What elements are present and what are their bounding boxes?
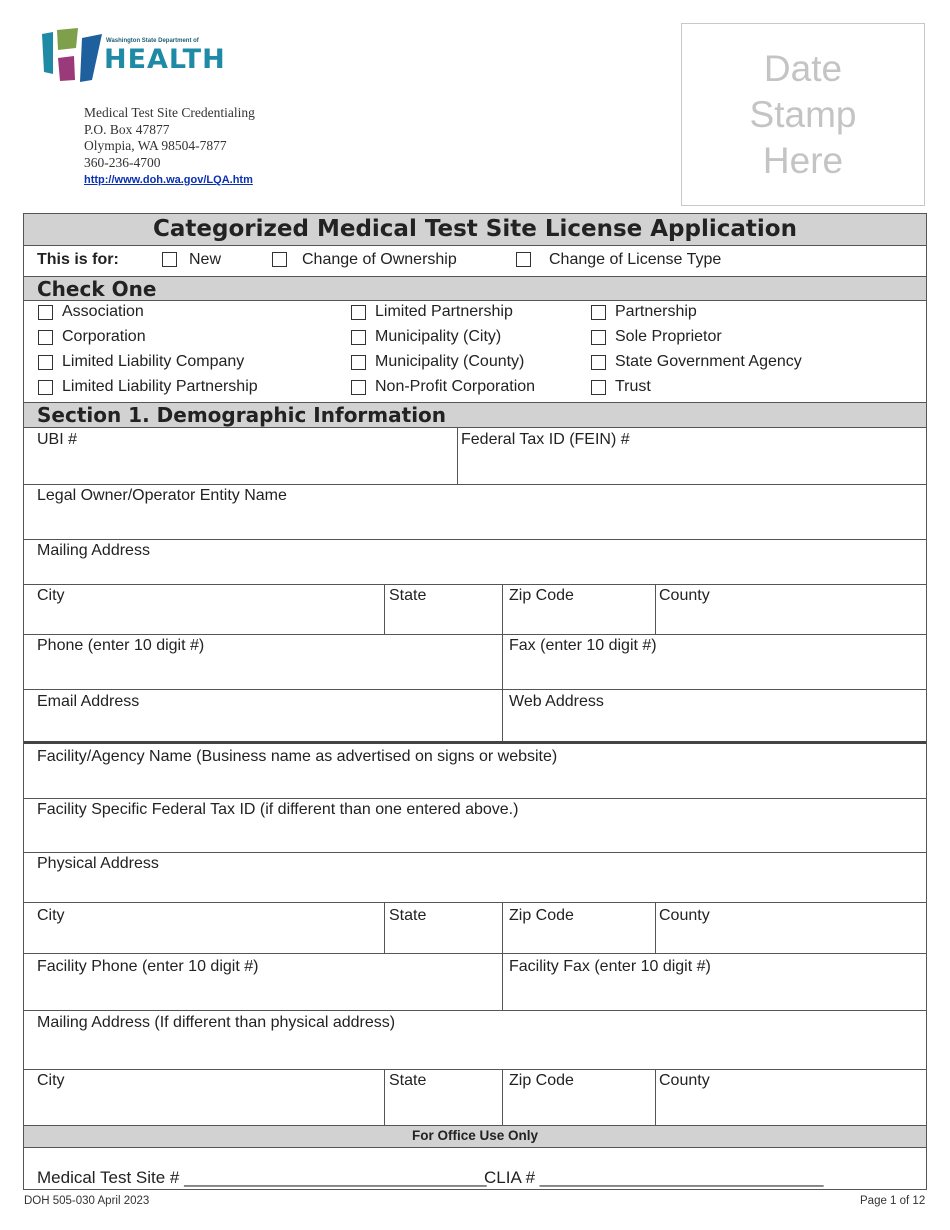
change-of-ownership-label: Change of Ownership bbox=[302, 251, 457, 268]
legal-owner-field[interactable]: Legal Owner/Operator Entity Name bbox=[37, 487, 287, 504]
address-line: Medical Test Site Credentialing bbox=[84, 105, 255, 120]
mailing-city-field[interactable]: City bbox=[37, 1072, 65, 1089]
website-link[interactable]: http://www.doh.wa.gov/LQA.htm bbox=[84, 174, 253, 186]
mailing-zip-field[interactable]: Zip Code bbox=[509, 1072, 574, 1089]
fein-field[interactable]: Federal Tax ID (FEIN) # bbox=[461, 431, 630, 448]
facility-state-field[interactable]: State bbox=[389, 907, 427, 924]
mailing-if-different-field[interactable]: Mailing Address (If different than physical address) bbox=[37, 1014, 396, 1031]
state-field[interactable]: State bbox=[389, 587, 427, 604]
llc-checkbox[interactable] bbox=[38, 355, 53, 370]
mailing-state-field[interactable]: State bbox=[389, 1072, 427, 1089]
office-use-heading: For Office Use Only bbox=[411, 1128, 539, 1143]
mailing-address-block bbox=[84, 105, 255, 189]
address-line: P.O. Box 47877 bbox=[84, 121, 170, 137]
phone-field[interactable]: Phone (enter 10 digit #) bbox=[37, 637, 205, 654]
non-profit-checkbox[interactable] bbox=[351, 380, 366, 395]
ubi-field[interactable]: UBI # bbox=[37, 431, 78, 448]
mailing-address-field[interactable]: Mailing Address bbox=[37, 542, 150, 559]
address-line: Olympia, WA 98504-7877 bbox=[84, 138, 227, 153]
check-one-heading: Check One bbox=[37, 277, 157, 301]
page-number: Page 1 of 12 bbox=[860, 1195, 926, 1207]
email-field[interactable]: Email Address bbox=[37, 693, 140, 710]
this-is-for-label: This is for: bbox=[37, 251, 119, 268]
facility-phone-field[interactable]: Facility Phone (enter 10 digit #) bbox=[37, 958, 259, 975]
change-of-ownership-checkbox[interactable] bbox=[272, 252, 287, 267]
facility-city-field[interactable]: City bbox=[37, 907, 65, 924]
option-label: Association bbox=[62, 303, 144, 320]
municipality-city-checkbox[interactable] bbox=[351, 330, 366, 345]
medical-test-site-number: Medical Test Site # ________________________________ bbox=[37, 1168, 487, 1187]
llp-checkbox[interactable] bbox=[38, 380, 53, 395]
partnership-checkbox[interactable] bbox=[591, 305, 606, 320]
municipality-county-checkbox[interactable] bbox=[351, 355, 366, 370]
option-label: State Government Agency bbox=[615, 353, 802, 370]
option-label: Partnership bbox=[615, 303, 697, 320]
new-checkbox[interactable] bbox=[162, 252, 177, 267]
section1-heading: Section 1. Demographic Information bbox=[37, 403, 447, 427]
facility-zip-field[interactable]: Zip Code bbox=[509, 907, 574, 924]
option-label: Non-Profit Corporation bbox=[375, 378, 536, 395]
change-of-license-type-checkbox[interactable] bbox=[516, 252, 531, 267]
address-line: 360-236-4700 bbox=[84, 154, 161, 170]
application-form bbox=[23, 213, 927, 1190]
check-one-band bbox=[24, 276, 926, 301]
logo-wordmark: HEALTH bbox=[104, 44, 226, 75]
state-agency-checkbox[interactable] bbox=[591, 355, 606, 370]
option-label: Sole Proprietor bbox=[615, 328, 722, 345]
county-field[interactable]: County bbox=[659, 587, 710, 604]
corporation-checkbox[interactable] bbox=[38, 330, 53, 345]
option-label: Limited Partnership bbox=[375, 303, 513, 320]
clia-number: CLIA # ______________________________ bbox=[484, 1168, 824, 1187]
option-label: Limited Liability Company bbox=[62, 353, 245, 370]
form-title: Categorized Medical Test Site License Application bbox=[153, 216, 797, 242]
mailing-county-field[interactable]: County bbox=[659, 1072, 710, 1089]
option-label: Trust bbox=[615, 378, 651, 395]
stamp-text: Here bbox=[762, 139, 844, 181]
trust-checkbox[interactable] bbox=[591, 380, 606, 395]
change-of-license-type-label: Change of License Type bbox=[549, 251, 722, 268]
physical-address-field[interactable]: Physical Address bbox=[37, 855, 159, 872]
option-label: Limited Liability Partnership bbox=[62, 378, 258, 395]
option-label: Corporation bbox=[62, 328, 146, 345]
zip-field[interactable]: Zip Code bbox=[509, 587, 574, 604]
facility-name-field[interactable]: Facility/Agency Name (Business name as advertised on signs or website) bbox=[37, 748, 558, 765]
new-option-label: New bbox=[189, 251, 222, 268]
facility-fax-field[interactable]: Facility Fax (enter 10 digit #) bbox=[509, 958, 711, 975]
web-address-field[interactable]: Web Address bbox=[509, 693, 604, 710]
city-field[interactable]: City bbox=[37, 587, 65, 604]
association-checkbox[interactable] bbox=[38, 305, 53, 320]
fax-field[interactable]: Fax (enter 10 digit #) bbox=[509, 637, 657, 654]
limited-partnership-checkbox[interactable] bbox=[351, 305, 366, 320]
date-stamp-box bbox=[681, 23, 925, 206]
stamp-text: Date bbox=[763, 47, 843, 89]
logo-subtitle: Washington State Department of bbox=[106, 38, 199, 44]
option-label: Municipality (County) bbox=[375, 353, 525, 370]
option-label: Municipality (City) bbox=[375, 328, 502, 345]
form-id: DOH 505-030 April 2023 bbox=[24, 1195, 150, 1207]
facility-tax-id-field[interactable]: Facility Specific Federal Tax ID (if different than one entered above.) bbox=[37, 801, 519, 818]
facility-county-field[interactable]: County bbox=[659, 907, 710, 924]
sole-proprietor-checkbox[interactable] bbox=[591, 330, 606, 345]
stamp-text: Stamp bbox=[749, 93, 857, 135]
